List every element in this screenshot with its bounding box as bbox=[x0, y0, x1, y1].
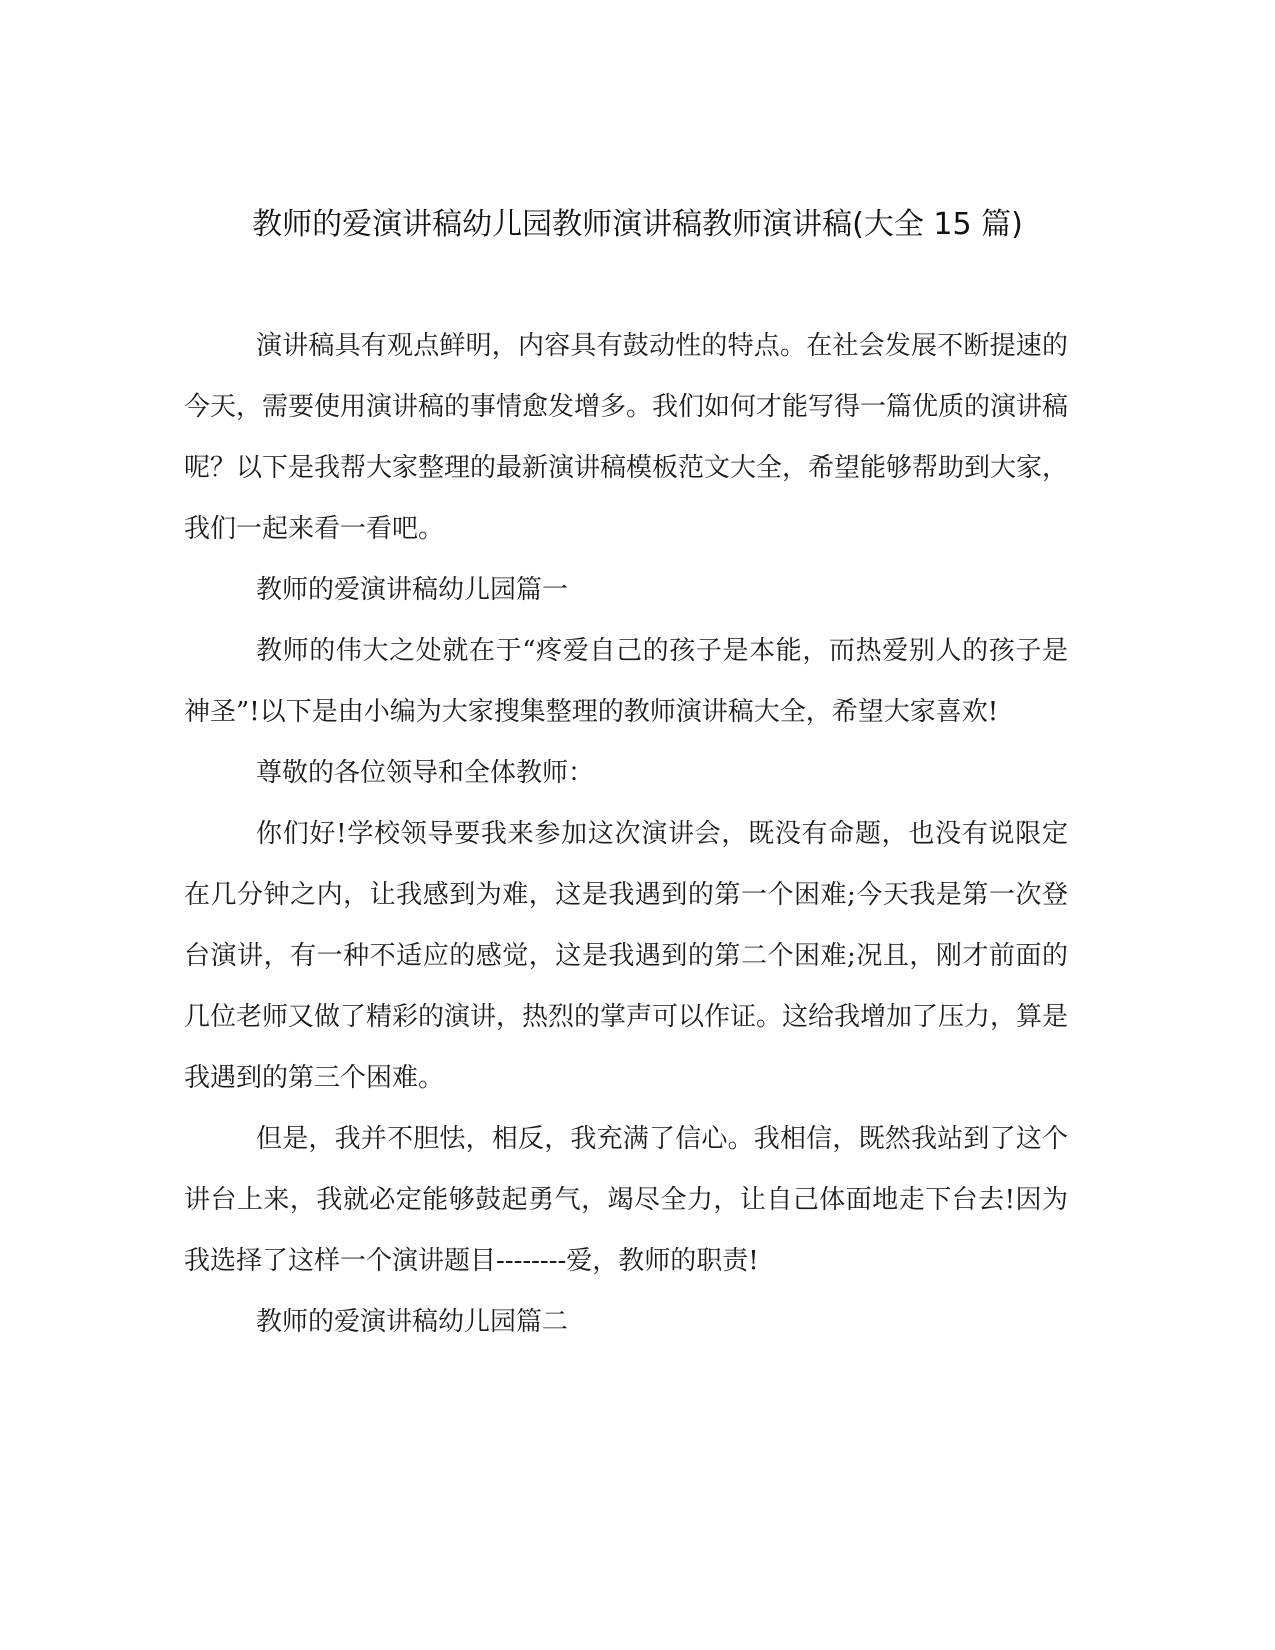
section-heading-2: 教师的爱演讲稿幼儿园篇二 bbox=[256, 1307, 569, 1337]
salutation: 尊敬的各位领导和全体教师： bbox=[256, 758, 595, 788]
document-body bbox=[184, 316, 1068, 1353]
section-heading-1: 教师的爱演讲稿幼儿园篇一 bbox=[256, 575, 569, 605]
body-paragraph: 教师的伟大之处就在于“疼爱自己的孩子是本能，而热爱别人的孩子是神圣”!以下是由小编为大家搜集整理的教师演讲稿大全，希望大家喜欢! bbox=[184, 636, 1068, 727]
document-title: 教师的爱演讲稿幼儿园教师演讲稿教师演讲稿(大全 15 篇) bbox=[252, 207, 1023, 242]
intro-paragraph: 演讲稿具有观点鲜明，内容具有鼓动性的特点。在社会发展不断提速的今天，需要使用演讲稿的事情愈发增多。我们如何才能写得一篇优质的演讲稿呢？以下是我帮大家整理的最新演讲稿模板范文大全，希望能够帮助到大家，我们一起来看一看吧。 bbox=[184, 331, 1069, 544]
body-paragraph: 你们好!学校领导要我来参加这次演讲会，既没有命题，也没有说限定在几分钟之内，让我感到为难，这是我遇到的第一个困难;今天我是第一次登台演讲，有一种不适应的感觉，这是我遇到的第二个困难;况且，刚才前面的几位老师又做了精彩的演讲，热烈的掌声可以作证。这给我增加了压力，算是我遇到的第三个困难。 bbox=[184, 819, 1069, 1093]
body-paragraph: 但是，我并不胆怯，相反，我充满了信心。我相信，既然我站到了这个讲台上来，我就必定能够鼓起勇气，竭尽全力，让自己体面地走下台去!因为我选择了这样一个演讲题目--------爱，教师的职责! bbox=[184, 1124, 1068, 1276]
